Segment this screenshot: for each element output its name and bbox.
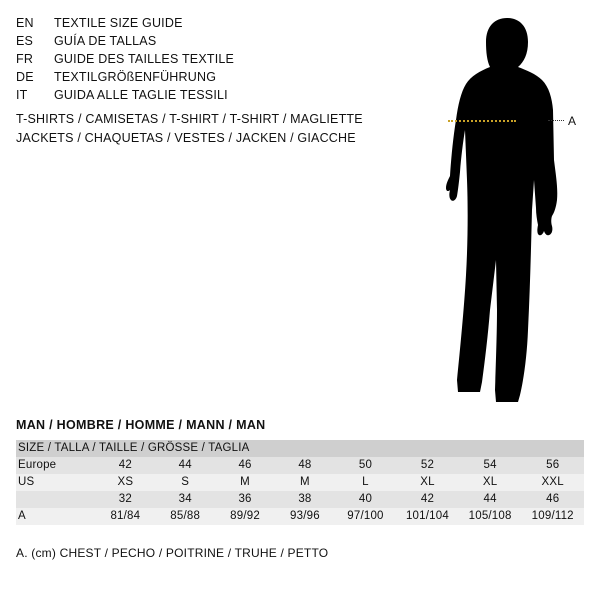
language-code: DE	[16, 70, 34, 84]
table-cell: 81/84	[95, 508, 155, 525]
table-cell: M	[215, 474, 275, 491]
chest-marker-leader	[548, 120, 564, 121]
table-cell: S	[155, 474, 215, 491]
table-cell: 101/104	[396, 508, 459, 525]
male-silhouette-figure	[400, 10, 600, 410]
table-row	[16, 508, 584, 525]
table-cell: L	[335, 474, 396, 491]
table-cell: 42	[95, 457, 155, 474]
language-code: FR	[16, 52, 34, 66]
table-cell: 42	[396, 491, 459, 508]
language-title: TEXTILE SIZE GUIDE	[54, 16, 183, 30]
language-row	[16, 68, 376, 86]
table-cell: 44	[459, 491, 522, 508]
table-cell: 40	[335, 491, 396, 508]
table-cell: 36	[215, 491, 275, 508]
language-list	[16, 14, 376, 104]
table-cell: 89/92	[215, 508, 275, 525]
category-jackets: JACKETS / CHAQUETAS / VESTES / JACKEN / GIACCHE	[16, 131, 356, 145]
language-row	[16, 86, 376, 104]
row-label-blank	[16, 491, 95, 508]
table-cell: 93/96	[275, 508, 335, 525]
table-cell: XL	[459, 474, 522, 491]
chest-marker-label: A	[568, 114, 577, 128]
table-header-label: SIZE / TALLA / TAILLE / GRÖSSE / TAGLIA	[16, 440, 584, 457]
table-row-header	[16, 440, 584, 457]
row-label-us: US	[16, 474, 95, 491]
footnote-chest-measure: A. (cm) CHEST / PECHO / POITRINE / TRUHE / PETTO	[16, 546, 329, 560]
language-title: GUÍA DE TALLAS	[54, 34, 157, 48]
size-table	[16, 440, 584, 525]
language-code: EN	[16, 16, 34, 30]
table-cell: 38	[275, 491, 335, 508]
row-label-a: A	[16, 508, 95, 525]
table-cell: 32	[95, 491, 155, 508]
language-row	[16, 32, 376, 50]
table-cell: 34	[155, 491, 215, 508]
table-cell: XL	[396, 474, 459, 491]
section-heading-man: MAN / HOMBRE / HOMME / MANN / MAN	[16, 418, 266, 432]
language-code: IT	[16, 88, 28, 102]
row-label-europe: Europe	[16, 457, 95, 474]
chest-measure-line	[448, 120, 516, 122]
table-row	[16, 474, 584, 491]
table-cell: 46	[215, 457, 275, 474]
language-row	[16, 50, 376, 68]
table-cell: XXL	[521, 474, 584, 491]
language-title: GUIDE DES TAILLES TEXTILE	[54, 52, 235, 66]
table-cell: 50	[335, 457, 396, 474]
table-cell: 97/100	[335, 508, 396, 525]
table-cell: 46	[521, 491, 584, 508]
table-cell: 109/112	[521, 508, 584, 525]
table-row	[16, 457, 584, 474]
table-cell: 48	[275, 457, 335, 474]
table-row	[16, 491, 584, 508]
category-tshirts: T-SHIRTS / CAMISETAS / T-SHIRT / T-SHIRT / MAGLIETTE	[16, 112, 363, 126]
table-cell: 85/88	[155, 508, 215, 525]
language-title: GUIDA ALLE TAGLIE TESSILI	[54, 88, 228, 102]
table-cell: 54	[459, 457, 522, 474]
language-title: TEXTILGRÖßENFÜHRUNG	[54, 70, 217, 84]
language-row	[16, 14, 376, 32]
table-cell: 52	[396, 457, 459, 474]
table-cell: 105/108	[459, 508, 522, 525]
table-cell: M	[275, 474, 335, 491]
table-cell: 56	[521, 457, 584, 474]
male-silhouette-icon	[400, 10, 600, 410]
garment-category-list	[16, 110, 416, 148]
table-cell: 44	[155, 457, 215, 474]
language-code: ES	[16, 34, 34, 48]
table-cell: XS	[95, 474, 155, 491]
